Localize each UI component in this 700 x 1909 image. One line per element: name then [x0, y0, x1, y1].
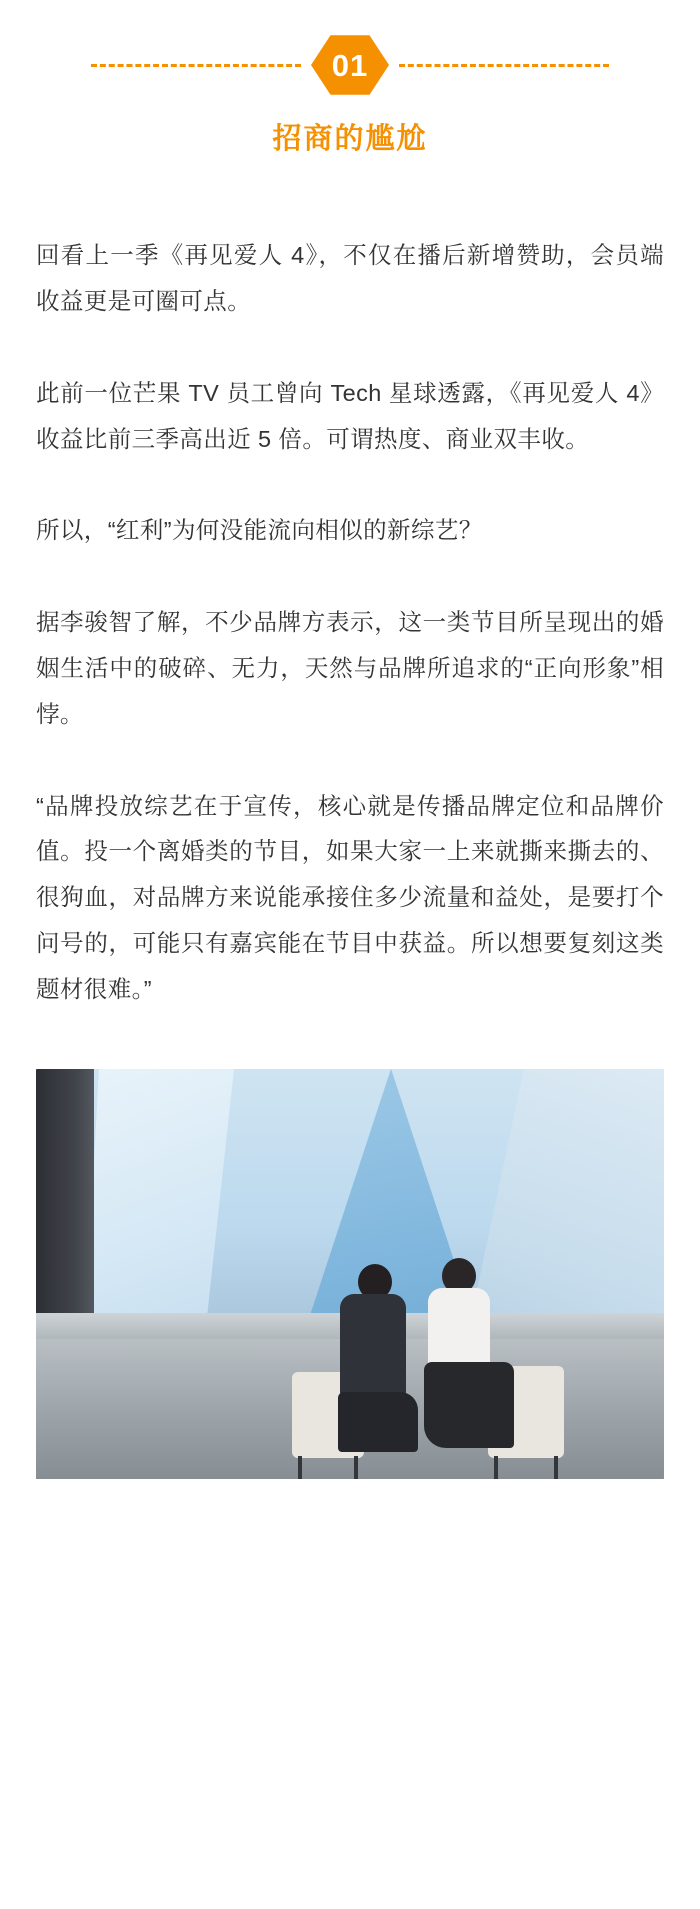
dashed-rule-left — [91, 64, 301, 67]
section-number-badge — [311, 34, 389, 96]
photo-person-male — [332, 1264, 428, 1454]
paragraph: 据李骏智了解，不少品牌方表示，这一类节目所呈现出的婚姻生活中的破碎、无力，天然与品牌所追求的“正向形象”相悖。 — [36, 609, 664, 727]
section-header — [36, 0, 664, 181]
section-badge-row — [36, 34, 664, 96]
paragraph-quote: “品牌投放综艺在于宣传，核心就是传播品牌定位和品牌价值。投一个离婚类的节目，如果大家一上来就撕来撕去的、很狗血，对品牌方来说能承接住多少流量和益处，是要打个问号的，可能只有嘉宾能在节目中获益。所以想要复刻这类题材很难。” — [36, 792, 664, 1002]
show-still-photo — [36, 1069, 664, 1479]
dashed-rule-right — [399, 64, 609, 67]
section-number: 01 — [331, 47, 369, 83]
paragraph: 回看上一季《再见爱人 4》，不仅在播后新增赞助，会员端收益更是可圈可点。 — [36, 242, 664, 314]
paragraph: 此前一位芒果 TV 员工曾向 Tech 星球透露，《再见爱人 4》收益比前三季高出近 5 倍。可谓热度、商业双丰收。 — [36, 379, 664, 452]
article-figure — [36, 1069, 664, 1523]
article-body — [36, 233, 664, 1013]
paragraph: 所以，“红利”为何没能流向相似的新综艺？ — [36, 517, 483, 544]
photo-person-female — [424, 1258, 534, 1454]
section-title: 招商的尴尬 — [272, 123, 428, 155]
